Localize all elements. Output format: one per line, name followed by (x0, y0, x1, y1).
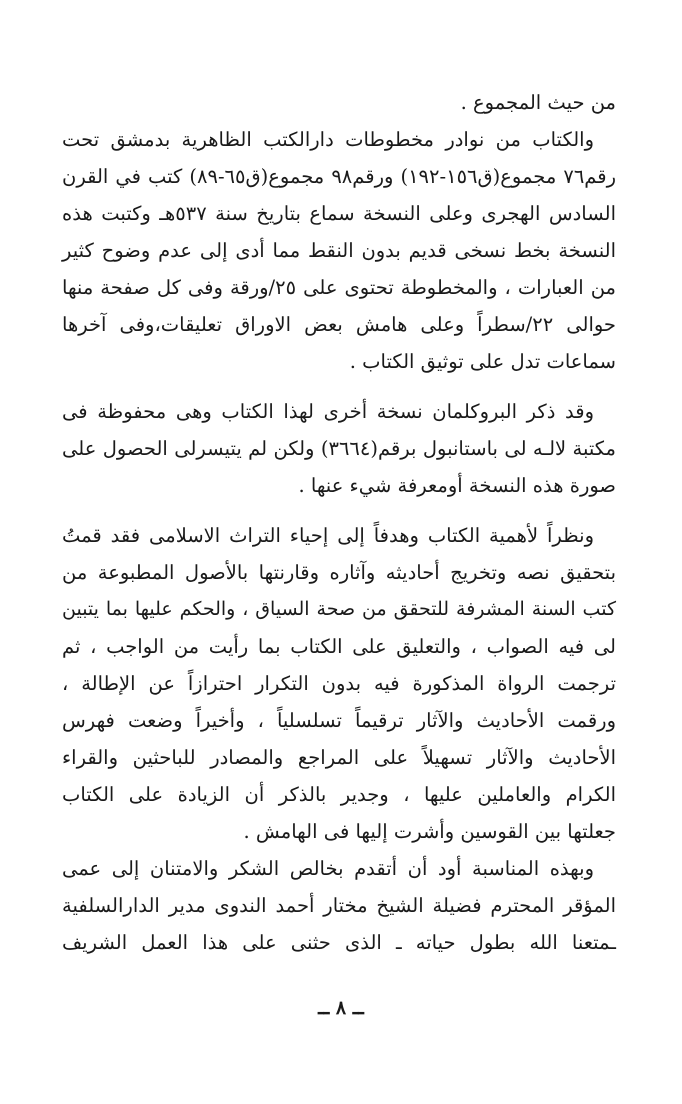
text-line: بتحقيق نصه وتخريج أحاديثه وآثاره وقارنتها بالأصول المطبوعة من (62, 561, 616, 584)
text-line: والكتاب من نوادر مخطوطات دارالكتب الظاهرية بدمشق تحت (62, 128, 594, 151)
paragraph-gap (62, 380, 616, 393)
text-line: ورقمت الأحاديث والآثار ترقيماً تسلسلياً ، وأخيراً وضعت فهرس (62, 709, 616, 732)
text-line: من العبارات ، والمخطوطة تحتوى على ٢٥/ورقة وفى كل صفحة منها (62, 276, 616, 299)
text-line: الكرام والعاملين عليها ، وجدير بالذكر أن الزيادة على الكتاب (62, 783, 616, 806)
text-line: من حيث المجموع . (460, 91, 616, 114)
text-line: النسخة بخط نسخى قديم بدون النقط مما أدى إلى عدم وضوح كثير (62, 239, 616, 262)
text-line: السادس الهجرى وعلى النسخة سماع بتاريخ سنة ٥٣٧هـ وكتبت هذه (62, 202, 616, 225)
text-line: المؤقر المحترم فضيلة الشيخ مختار أحمد الندوى مدير الدارالسلفية (62, 894, 616, 917)
text-line: مكتبة لالـه لى باستانبول برقم(٣٦٦٤) ولكن لم يتيسرلى الحصول على (62, 437, 616, 460)
text-line: رقم٧٦ مجموع(ق١٥٦-١٩٢) ورقم٩٨ مجموع(ق٦٥-٨٩) كتب في القرن (62, 165, 617, 188)
text-line: الأحاديث والآثار تسهيلاً على المراجع والمصادر للباحثين والقراء (62, 746, 616, 769)
paragraph-gap (62, 504, 616, 517)
text-line: ونظراً لأهمية الكتاب وهدفاً إلى إحياء التراث الاسلامى فقد قمتُ (62, 524, 594, 547)
text-line: وبهذه المناسبة أود أن أتقدم بخالص الشكر والامتنان إلى عمى (62, 857, 594, 880)
text-line: سماعات تدل على توثيق الكتاب . (349, 350, 616, 373)
page-number: ــ ٨ ــ (318, 997, 364, 1019)
text-line: صورة هذه النسخة أومعرفة شيء عنها . (298, 474, 616, 497)
text-line: ـمتعنا الله بطول حياته ـ الذى حثنى على هذا العمل الشريف (62, 931, 616, 954)
text-line: ترجمت الرواة المذكورة فيه بدون التكرار احترازاً عن الإطالة ، (62, 672, 616, 695)
text-line: حوالى ٢٢/سطراً وعلى هامش بعض الاوراق تعليقات،وفى آخرها (62, 313, 616, 336)
page-body (62, 84, 616, 961)
text-line: جعلتها بين القوسين وأشرت إليها فى الهامش . (243, 820, 616, 843)
text-line: وقد ذكر البروكلمان نسخة أخرى لهذا الكتاب وهى محفوظة فى (62, 400, 594, 423)
text-line: كتب السنة المشرفة للتحقق من صحة السياق ، والحكم عليها بما يتبين (62, 598, 616, 620)
text-line: لى فيه الصواب ، والتعليق على الكتاب بما رأيت من الواجب ، ثم (62, 635, 616, 658)
